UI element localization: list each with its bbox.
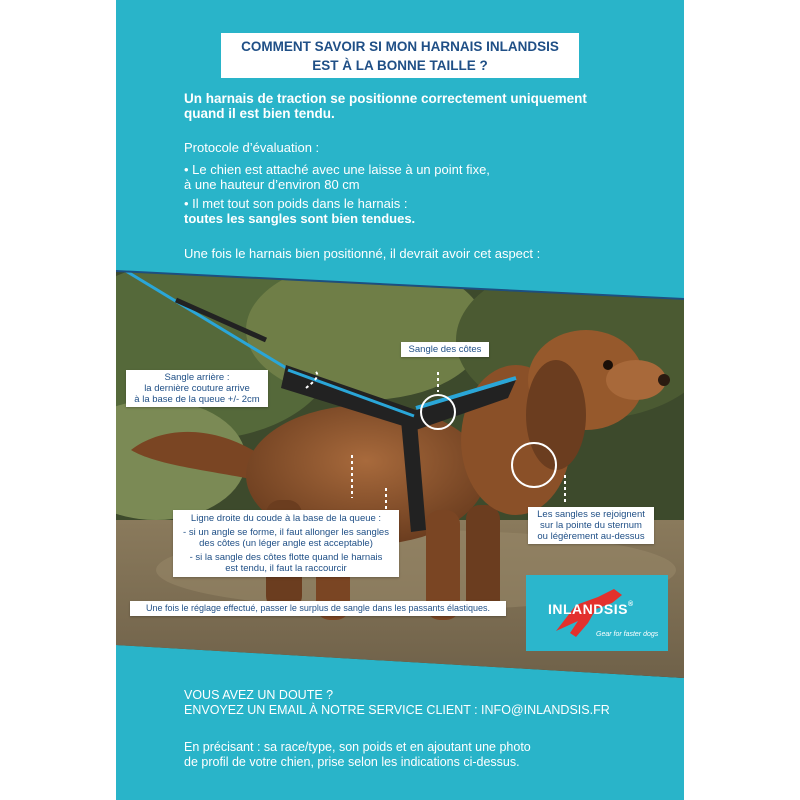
- intro-line-1: Un harnais de traction se positionne correctement uniquement: [184, 91, 587, 106]
- ligne-bullet-2-line-2: est tendu, il faut la raccourcir: [225, 563, 347, 574]
- protocol-bullet-1-line-1: • Le chien est attaché avec une laisse à un point fixe,: [184, 162, 490, 177]
- annotation-sternum: [528, 507, 654, 544]
- annotation-sangle-arriere: [126, 370, 268, 407]
- sternum-line-1: Les sangles se rejoignent: [537, 509, 645, 520]
- title-line-2: EST À LA BONNE TAILLE ?: [312, 58, 488, 73]
- sangle-arriere-line-2: à la base de la queue +/- 2cm: [134, 394, 260, 405]
- sternum-line-3: ou légèrement au-dessus: [537, 531, 645, 542]
- protocol-bullet-2-line-1: • Il met tout son poids dans le harnais :: [184, 196, 408, 211]
- protocol-heading: Protocole d’évaluation :: [184, 140, 320, 155]
- footer-precise: [184, 740, 664, 770]
- annotation-ligne-droite: [173, 510, 399, 577]
- protocol-bullet-2-line-2: toutes les sangles sont bien tendues.: [184, 211, 416, 226]
- brand-name-text: INLANDSIS: [548, 601, 628, 617]
- footer-doubt-line-2: ENVOYEZ UN EMAIL À NOTRE SERVICE CLIENT : INFO@INLANDSIS.FR: [184, 703, 610, 717]
- protocol-bullet-1-line-2: à une hauteur d’environ 80 cm: [184, 177, 360, 192]
- flyer-sheet: [116, 0, 684, 800]
- sangle-arriere-line-1: la dernière couture arrive: [144, 383, 250, 394]
- protocol-bullet-1: [184, 162, 654, 192]
- annotation-surplus: Une fois le réglage effectué, passer le surplus de sangle dans les passants élastiques.: [130, 601, 506, 616]
- title-box: [221, 33, 579, 78]
- ligne-bullet-1-line-2: des côtes (un léger angle est acceptable): [199, 538, 373, 549]
- brand-reg: ®: [627, 601, 634, 608]
- inlandsis-brand-card: [526, 575, 668, 651]
- ligne-title: Ligne droite du coude à la base de la queue :: [190, 513, 382, 524]
- ligne-bullet-2-line-1: - si la sangle des côtes flotte quand le harnais: [189, 552, 383, 563]
- intro-line-2: quand il est bien tendu.: [184, 106, 335, 121]
- footer-doubt-line-1: VOUS AVEZ UN DOUTE ?: [184, 688, 334, 702]
- footer-precise-line-2: de profil de votre chien, prise selon les indications ci-dessus.: [184, 755, 520, 769]
- ligne-bullet-1-line-1: - si un angle se forme, il faut allonger les sangles: [183, 527, 389, 538]
- sternum-line-2: sur la pointe du sternum: [540, 520, 642, 531]
- sangle-arriere-title: Sangle arrière :: [164, 372, 230, 383]
- footer-doubt: [184, 688, 664, 718]
- brand-name: [548, 601, 634, 617]
- intro-text: [184, 91, 654, 121]
- annotation-sangle-cotes: Sangle des côtes: [401, 342, 489, 357]
- title-line-1: COMMENT SAVOIR SI MON HARNAIS INLANDSIS: [241, 39, 559, 54]
- protocol-bullet-2: [184, 196, 654, 226]
- aspect-text: Une fois le harnais bien positionné, il devrait avoir cet aspect :: [184, 246, 541, 261]
- footer-precise-line-1: En précisant : sa race/type, son poids et en ajoutant une photo: [184, 740, 531, 754]
- brand-tagline: Gear for faster dogs: [596, 631, 659, 638]
